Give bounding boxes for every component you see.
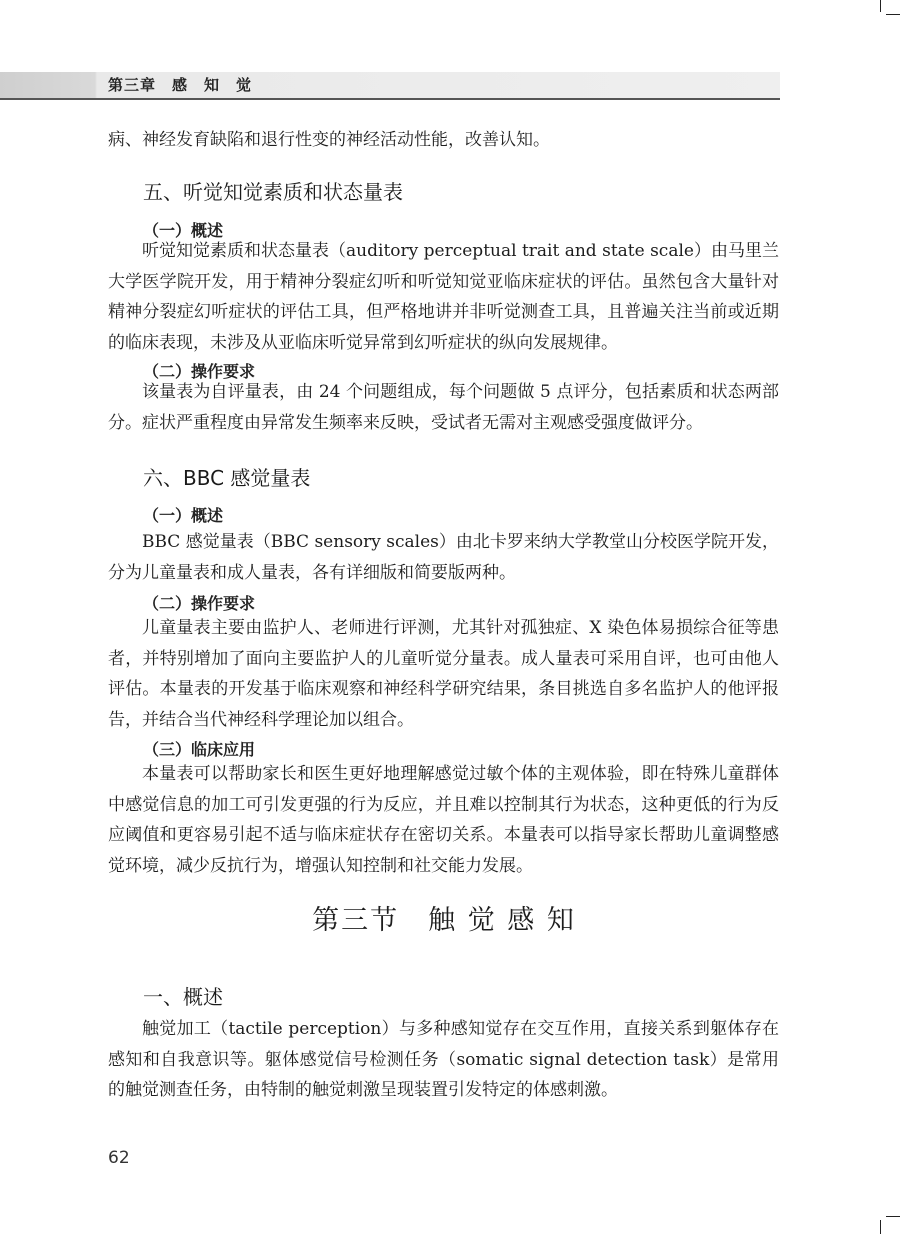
heading-bbc-sensory-scales: 六、BBC 感觉量表 xyxy=(143,466,311,490)
paragraph-operation-requirements: 该量表为自评量表，由 24 个问题组成，每个问题做 5 点评分，包括素质和状态两部分。症状严重程度由异常发生频率来反映，受试者无需对主观感受强度做评分。 xyxy=(108,382,779,433)
paragraph-clinical-application: 本量表可以帮助家长和医生更好地理解感觉过敏个体的主观体验，即在特殊儿童群体中感觉信息的加工可引发更强的行为反应，并且难以控制其行为状态，这种更低的行为反应阈值和更容易引起不适与临床症状存在密切关系。本量表可以指导家长帮助儿童调整感觉环境，减少反抗行为，增强认知控制和社交能力发展。 xyxy=(108,764,779,876)
heading-overview: 一、概述 xyxy=(143,985,223,1009)
subheading-overview: （一）概述 xyxy=(143,506,224,525)
running-header-rule xyxy=(0,98,780,100)
crop-mark-right xyxy=(886,14,900,15)
running-header-chapter: 第三章 感 知 觉 xyxy=(108,76,253,94)
subheading-overview: （一）概述 xyxy=(143,221,224,240)
paragraph-overview: 听觉知觉素质和状态量表（auditory perceptual trait and state scale）由马里兰大学医学院开发，用于精神分裂症幻听和听觉知觉亚临床症状的评估。虽然包含大量针对精神分裂症幻听症状的评估工具，但严格地讲并非听觉测查工具，且普遍关注当前或近期的临床表现，未涉及从亚临床听觉异常到幻听症状的纵向发展规律。 xyxy=(108,241,779,353)
crop-mark-top xyxy=(880,0,881,12)
crop-mark-bottom-right xyxy=(886,1216,900,1217)
paragraph-tactile-overview: 触觉加工（tactile perception）与多种感知觉存在交互作用，直接关系到躯体存在感知和自我意识等。躯体感觉信号检测任务（somatic signal detection task）是常用的触觉测查任务，由特制的触觉刺激呈现装置引发特定的体感刺激。 xyxy=(108,1019,779,1100)
page-number: 62 xyxy=(108,1148,130,1168)
heading-auditory-perceptual-trait-state-scale: 五、听觉知觉素质和状态量表 xyxy=(143,180,403,204)
paragraph-operation-requirements: 儿童量表主要由监护人、老师进行评测，尤其针对孤独症、X 染色体易损综合征等患者，并特别增加了面向主要监护人的儿童听觉分量表。成人量表可采用自评，也可由他人评估。本量表的开发基于临床观察和神经科学研究结果，条目挑选自多名监护人的他评报告，并结合当代神经科学理论加以组合。 xyxy=(108,618,779,730)
subheading-operation-requirements: （二）操作要求 xyxy=(143,594,256,613)
paragraph-overview: BBC 感觉量表（BBC sensory scales）由北卡罗来纳大学教堂山分校医学院开发，分为儿童量表和成人量表，各有详细版和简要版两种。 xyxy=(108,532,779,583)
subheading-operation-requirements: （二）操作要求 xyxy=(143,362,256,381)
section-title-tactile-perception: 第三节 触 觉 感 知 xyxy=(312,905,576,936)
paragraph-continued: 病、神经发育缺陷和退行性变的神经活动性能，改善认知。 xyxy=(108,130,550,150)
crop-mark-bottom xyxy=(880,1220,881,1234)
subheading-clinical-application: （三）临床应用 xyxy=(143,740,256,759)
